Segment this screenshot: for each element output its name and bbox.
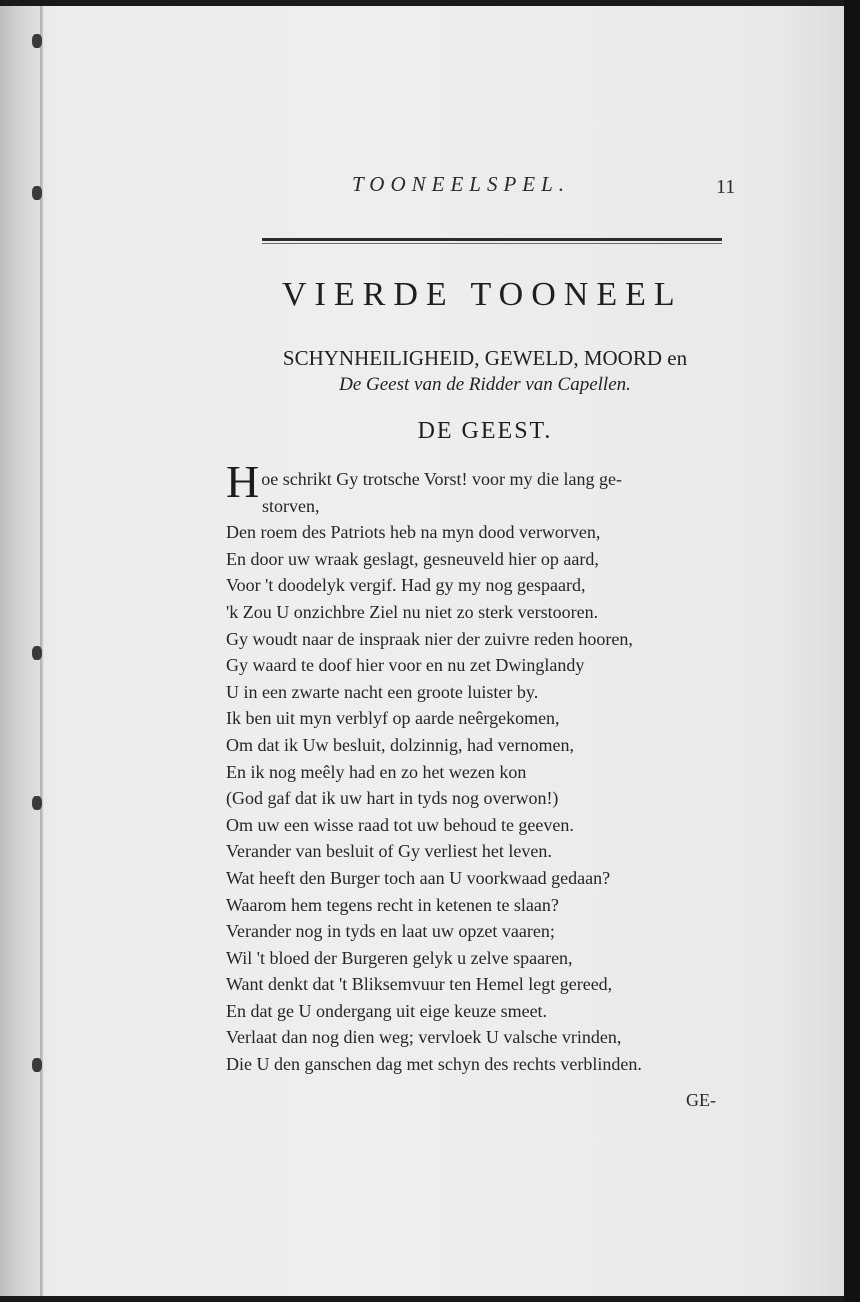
page-number: 11 bbox=[716, 176, 736, 198]
verse-line: Om uw een wisse raad tot uw behoud te geeven. bbox=[226, 814, 574, 835]
verse-line: storven, bbox=[262, 495, 320, 516]
verse-line: Want denkt dat 't Bliksemvuur ten Hemel legt gereed, bbox=[226, 974, 613, 995]
verse-line: Verander van besluit of Gy verliest het leven. bbox=[226, 841, 552, 862]
verse-line: Om dat ik Uw besluit, dolzinnig, had vernomen, bbox=[226, 734, 574, 755]
verse-line: (God gaf dat ik uw hart in tyds nog overwon!) bbox=[226, 788, 559, 809]
binding-stitch-icon bbox=[32, 186, 42, 200]
scan-edge bbox=[844, 0, 860, 1302]
binding-stitch-icon bbox=[32, 1058, 42, 1072]
verse-line: Den roem des Patriots heb na myn dood verworven, bbox=[226, 522, 601, 543]
verse-line: Ik ben uit myn verblyf op aarde neêrgekomen, bbox=[226, 708, 560, 729]
verse-line-text: oe schrikt Gy trotsche Vorst! voor my die lang ge- bbox=[261, 469, 622, 489]
header-rule bbox=[262, 238, 722, 241]
verse-block bbox=[226, 456, 726, 1078]
book-page bbox=[0, 6, 844, 1296]
verse-line: En door uw wraak geslagt, gesneuveld hier op aard, bbox=[226, 548, 599, 569]
verse-line: Gy waard te doof hier voor en nu zet Dwinglandy bbox=[226, 655, 585, 676]
characters-list: SCHYNHEILIGHEID, GEWELD, MOORD en bbox=[282, 346, 688, 370]
binding-stitch-icon bbox=[32, 646, 42, 660]
verse-line: Wil 't bloed der Burgeren gelyk u zelve spaaren, bbox=[226, 947, 573, 968]
verse-line: Die U den ganschen dag met schyn des rechts verblinden. bbox=[226, 1054, 642, 1075]
running-head: TOONEELSPEL. bbox=[352, 172, 571, 196]
verse-line: Wat heeft den Burger toch aan U voorkwaad gedaan? bbox=[226, 867, 611, 888]
verse-line: Voor 't doodelyk vergif. Had gy my nog gespaard, bbox=[226, 575, 586, 596]
drop-capital: H bbox=[226, 456, 260, 507]
scene-title: VIERDE TOONEEL bbox=[282, 276, 683, 313]
binding-stitch-icon bbox=[32, 34, 42, 48]
verse-line: 'k Zou U onzichbre Ziel nu niet zo sterk verstooren. bbox=[226, 601, 599, 622]
verse-line: Gy woudt naar de inspraak nier der zuivre reden hooren, bbox=[226, 628, 633, 649]
verse-line: U in een zwarte nacht een groote luister by. bbox=[226, 681, 539, 702]
verse-line: En ik nog meêly had en zo het wezen kon bbox=[226, 761, 527, 782]
verse-line: Waarom hem tegens recht in ketenen te slaan? bbox=[226, 894, 559, 915]
verse-line: Verander nog in tyds en laat uw opzet vaaren; bbox=[226, 921, 555, 942]
catchword: GE- bbox=[686, 1090, 716, 1110]
verse-line: En dat ge U ondergang uit eige keuze smeet. bbox=[226, 1000, 548, 1021]
characters-list-continued: De Geest van de Ridder van Capellen. bbox=[339, 374, 631, 395]
header-rule-thin bbox=[262, 243, 722, 244]
verse-line: Verlaat dan nog dien weg; vervloek U valsche vrinden, bbox=[226, 1027, 622, 1048]
speaker-name: DE GEEST. bbox=[417, 418, 553, 444]
binding-stitch-icon bbox=[32, 796, 42, 810]
